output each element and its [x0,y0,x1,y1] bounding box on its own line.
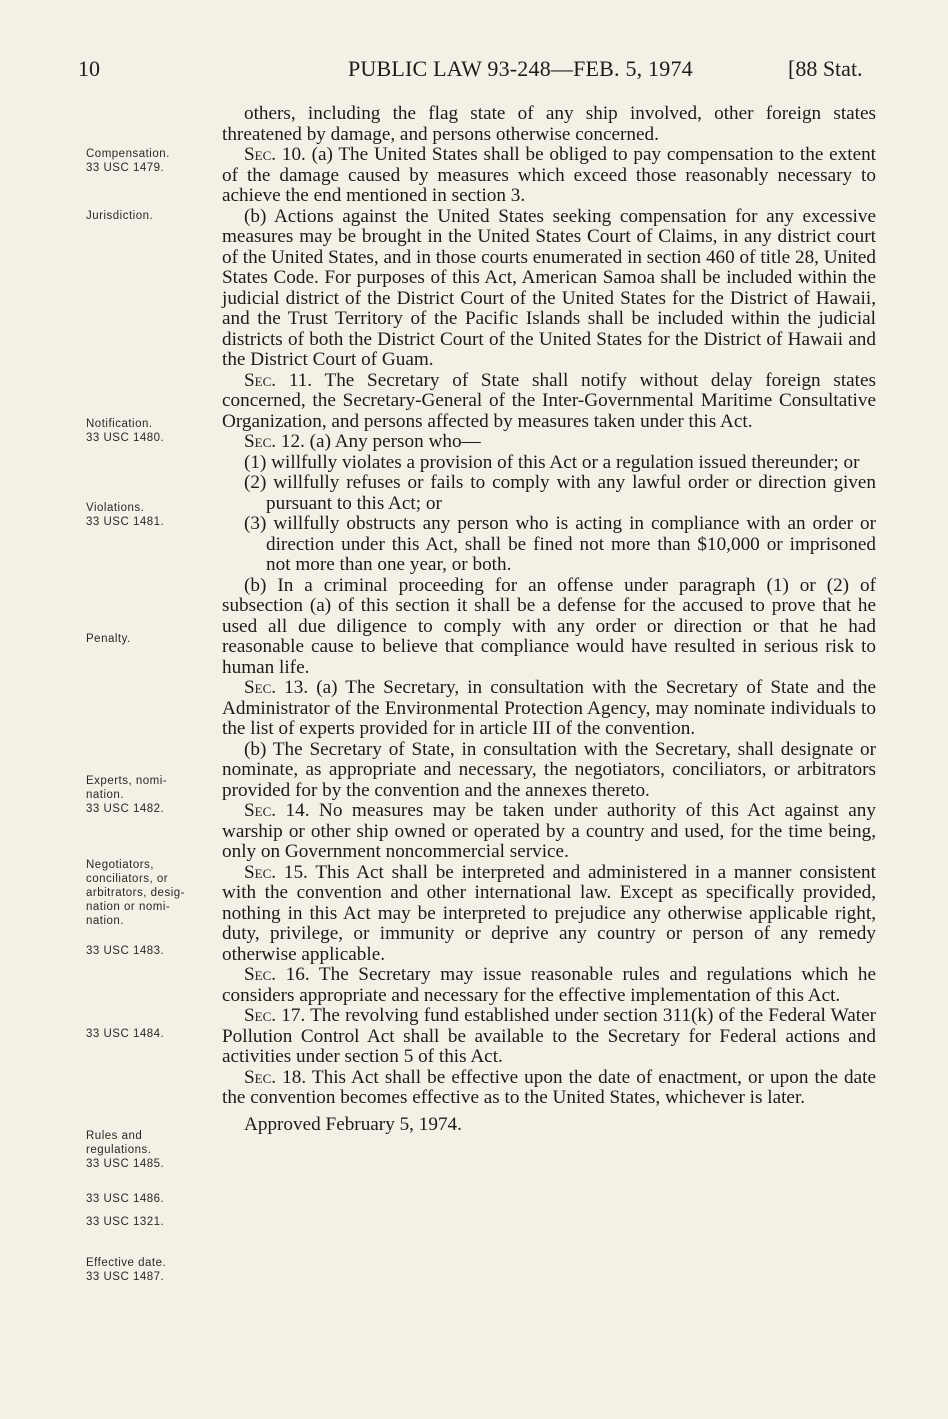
section-text: (a) The Secretary, in consultation with the Secretary of State and the Administrator of the Environmental Protection Agency, may nominate individuals to the list of experts provided for in article III of the convention. [222,677,876,739]
volume-citation: [88 Stat. [788,56,863,81]
page-title: PUBLIC LAW 93-248—FEB. 5, 1974 [348,56,693,81]
section-16 [222,965,876,1006]
margin-note-line: Experts, nomi- [86,775,168,787]
margin-note-line: regulations. [86,1144,152,1156]
section-12b: (b) In a criminal proceeding for an offense under paragraph (1) or (2) of subsection (a) of this section it shall be a defense for the accused to prove that he used all due diligence to comply with any order or direction or that he had reasonable cause to believe that compliance would have resulted in serious risk to human life. [222,574,876,678]
approved-date: Approved February 5, 1974. [244,1113,462,1135]
section-text: The revolving fund established under section 311(k) of the Federal Water Pollution Control Act shall be available to the Secretary for Federal actions and activities under section 5 of this Act. [222,1005,876,1067]
margin-note-negotiators [86,858,210,928]
section-text: This Act shall be interpreted and administered in a manner consistent with the convention and other international law. Except as specifically provided, nothing in this Act may be interpreted to prejudice any otherwise applicable right, duty, privilege, or immunity or deprive any country or person of any remedy otherwise applicable. [222,861,876,965]
section-label: Sec. 15. [244,861,308,883]
margin-note-line: Jurisdiction. [86,210,154,222]
margin-note-jurisdiction [86,209,210,223]
margin-note-penalty [86,632,210,646]
margin-note-line: 33 USC 1487. [86,1271,165,1283]
section-10b: (b) Actions against the United States seeking compensation for any excessive measures may be brought in the United States Court of Claims, in any district court of the United States, and in those courts enumerated in section 460 of title 28, United States Code. For purposes of this Act, American Samoa shall be included within the judicial district of the District Court of the United States for the District of Hawaii, and the Trust Territory of the Pacific Islands shall be included within the judicial districts of both the District Court of the United States for the District of Hawaii and the District Court of Guam. [222,205,876,370]
margin-note-line: 33 USC 1482. [86,803,165,815]
margin-note-line: 33 USC 1485. [86,1158,165,1170]
margin-note-compensation [86,147,210,175]
section-12a [222,432,876,453]
margin-note-usc-1486 [86,1192,210,1206]
section-label: Sec. 17. [244,1005,306,1026]
margin-note-line: 33 USC 1480. [86,432,165,444]
margin-note-violations [86,501,210,529]
margin-note-line: nation. [86,789,125,801]
section-13a [222,678,876,740]
margin-note-line: 33 USC 1479. [86,162,165,174]
margin-note-line: nation. [86,915,125,927]
page-header [0,56,948,88]
margin-note-line: 33 USC 1481. [86,516,165,528]
section-label: Sec. 14. [244,800,310,821]
section-text: (a) Any person who— [309,431,481,452]
section-label: Sec. 10. [244,144,306,165]
body-text [222,104,876,1135]
section-label: Sec. 18. [244,1066,307,1088]
margin-note-line: 33 USC 1484. [86,1028,165,1040]
section-12a-3: (3) willfully obstructs any person who is acting in compliance with an order or direction under this Act, shall be fined not more than $10,000 or imprisoned not more than one year, or both. [244,513,876,575]
margin-note-line: arbitrators, desig- [86,887,185,899]
margin-note-line: Compensation. [86,148,170,160]
section-17 [222,1006,876,1068]
paragraph-intro: others, including the flag state of any ship involved, other foreign states threatened by damage, and persons otherwise concerned. [222,103,876,145]
margin-note-usc-1484 [86,1027,210,1041]
section-label: Sec. 11. [244,369,313,391]
margin-note-usc-1483 [86,944,210,958]
margin-note-line: Effective date. [86,1257,167,1269]
margin-note-experts [86,774,210,816]
section-14 [222,801,876,863]
section-text: (a) The United States shall be obliged to pay compensation to the extent of the damage caused by measures which exceed those reasonably necessary to achieve the end mentioned in section 3. [222,144,877,206]
margin-note-line: 33 USC 1321. [86,1216,165,1228]
section-11 [222,371,876,433]
margin-note-usc-1321 [86,1215,210,1229]
section-12a-1: (1) willfully violates a provision of this Act or a regulation issued thereunder; or [244,451,860,473]
section-text: This Act shall be effective upon the date of enactment, or upon the date the convention becomes effective as to the United States, whichever is later. [222,1066,876,1108]
margin-note-line: Violations. [86,502,145,514]
section-label: Sec. 13. [244,677,309,698]
section-12a-2: (2) willfully refuses or fails to comply with any lawful order or direction given pursuant to this Act; or [244,472,876,514]
margin-note-line: Rules and [86,1130,143,1142]
margin-note-rules [86,1129,210,1171]
section-15 [222,863,876,966]
section-text: No measures may be taken under authority of this Act against any warship or other ship owned or operated by a country and used, for the time being, only on Government noncommercial service. [222,800,876,862]
margin-note-effective [86,1256,210,1284]
section-10a [222,145,876,207]
margin-note-line: 33 USC 1486. [86,1193,165,1205]
margin-note-line: Penalty. [86,633,131,645]
margin-note-notification [86,417,210,445]
section-text: The Secretary of State shall notify without delay foreign states concerned, the Secretary-General of the Inter-Governmental Maritime Consultative Organization, and persons affected by measures taken under this Act. [222,369,876,432]
page-number: 10 [78,56,100,81]
section-18 [222,1068,876,1109]
margin-note-line: Notification. [86,418,153,430]
margin-note-line: Negotiators, [86,859,155,871]
margin-note-line: conciliators, or [86,873,169,885]
section-label: Sec. 16. [244,964,310,985]
margin-note-line: nation or nomi- [86,901,171,913]
margin-note-line: 33 USC 1483. [86,945,165,957]
section-text: The Secretary may issue reasonable rules and regulations which he considers appropriate and necessary for the effective implementation of this Act. [222,964,876,1006]
section-13b: (b) The Secretary of State, in consultation with the Secretary, shall designate or nominate, as appropriate and necessary, the negotiators, conciliators, or arbitrators provided for by the convention and the annexes thereto. [222,738,876,801]
section-label: Sec. 12. [244,431,305,452]
